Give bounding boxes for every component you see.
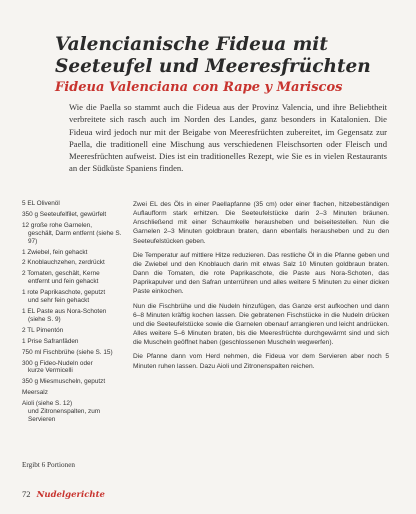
ingredient-item: 1 rote Paprikaschote, geputzt und sehr fein gehackt [22,289,106,305]
ingredient-item: Aioli (siehe S. 12) und Zitronenspalten, zum Servieren [22,400,101,423]
ingredient-item: 12 große rohe Garnelen, geschält, Darm entfernt (siehe S. 97) [22,221,122,245]
ingredient-item: 1 EL Paste aus Nora-Schoten (siehe S. 9) [22,307,107,323]
ingredient-item: 2 TL Pimentón [22,326,64,334]
ingredient-item: 1 Zwiebel, fein gehackt [22,248,88,256]
method-step: Zwei EL des Öls in einer Paellapfanne (35 cm) oder einer flachen, hitzebeständigen Auflaufform stark erhitzen. Die Seeteufelstücke darin 2–3 Minuten bräunen. Anschließend mit einer Schaumkelle herausheben und beiseitestellen. Nun die Garnelen 2–3 Minuten goldbraun braten, dann ebenfalls herausheben und zu den Seeteufelstücken geben. [133,201,389,245]
ingredient-item: 2 Knoblauchzehen, zerdrückt [22,259,105,267]
ingredient-item: 750 ml Fischbrühe (siehe S. 15) [22,348,113,356]
page-footer [22,489,105,500]
ingredient-item: 2 Tomaten, geschält, Kerne entfernt und fein gehackt [22,270,100,286]
ingredient-item: 350 g Seeteufelfilet, gewürfelt [22,210,107,218]
section-name: Nudelgerichte [36,490,105,500]
ingredient-item: 5 EL Olivenöl [22,200,60,207]
method-step: Nun die Fischbrühe und die Nudeln hinzufügen, das Ganze erst aufkochen und dann 6–8 Minuten kräftig kochen lassen. Die gebratenen Fischstücke in die Nudeln drücken und die Seeteufelstücke sowie die Garnelen obenauf arrangieren und leicht andrücken. Alles weitere 5–6 Minuten braten, bis die Meeresfrüchte durchgewärmt sind und sich die Muscheln geöffnet haben (geschlossenen Muscheln wegwerfen). [133,302,389,347]
ingredient-item: 1 Prise Safranfäden [22,337,79,345]
ingredient-list [22,200,122,427]
recipe-subtitle: Fideua Valenciana con Rape y Mariscos [55,80,343,95]
method-step: Die Temperatur auf mittlere Hitze reduzieren. Das restliche Öl in die Pfanne geben und die Zwiebel und den Knoblauch darin mit etwas Salz 10 Minuten goldbraun braten. Dann die Tomaten, die rote Paprikaschote, die Paste aus Nora-Schoten, das Paprikapulver und den Safran unterrühren und alles weitere 5 Minuten zu einer dicken Paste einkochen. [133,251,389,296]
yield-note: Ergibt 6 Portionen [22,461,75,469]
method-step: Die Pfanne dann vom Herd nehmen, die Fideua vor dem Servieren aber noch 5 Minuten ruhen lassen. Dazu Aioli und Zitronenspalten reichen. [133,353,389,370]
recipe-intro: Wie die Paella so stammt auch die Fideua aus der Provinz Valencia, und ihre Beliebtheit verbreitete sich rasch auch im Norden des Landes, ganz besonders in Katalonien. Die Fideua wird jedoch nur mit der Beigabe von Meeresfrüchten zubereitet, im Gegensatz zur Paella, die traditionell eine Mischung aus verschiedenen Fleischsorten oder Fleisch und Meeresfrüchten aufweist. Dies ist ein traditionelles Rezept, wie Sie es in vielen Restaurants an der Südküste Spaniens finden. [69,102,387,174]
method-steps [133,200,389,376]
recipe-title: Valencianische Fideua mit Seeteufel und Meeresfrüchten [55,34,371,77]
ingredient-item: Meersalz [22,389,48,397]
ingredient-item: 300 g Fideo-Nudeln oder kurze Vermicelli [22,359,93,375]
page-number: 72 [22,489,31,499]
ingredient-item: 350 g Miesmuscheln, geputzt [22,378,106,386]
